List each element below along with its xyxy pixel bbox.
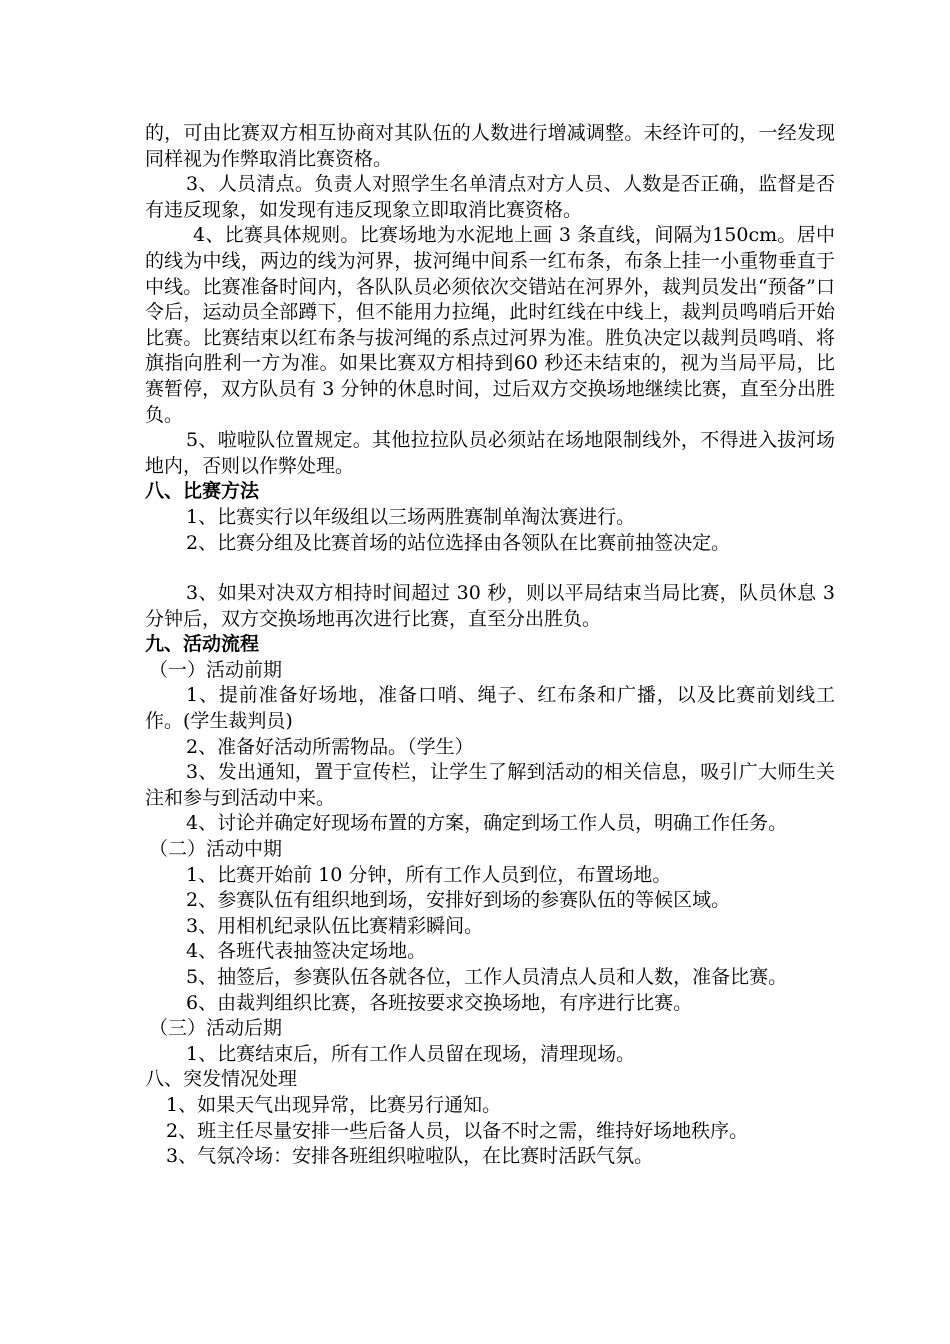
list-item-mid-3: 3、用相机纪录队伍比赛精彩瞬间。 [186,914,484,937]
list-item-method-2: 2、比赛分组及比赛首场的站位选择由各领队在比赛前抽签决定。 [186,531,731,554]
section-heading-activity-flow: 九、活动流程 [145,633,260,656]
subheading-post-activity: （三）活动后期 [149,1017,283,1040]
section-heading-emergency: 八、突发情况处理 [145,1068,298,1091]
section-heading-match-method: 八、比赛方法 [145,480,260,503]
paragraph-continued: 的，可由比赛双方相互协商对其队伍的人数进行增减调整。未经许可的，一经发现同样视为作弊取消比赛资格。 [145,122,835,170]
list-item-mid-6: 6、由裁判组织比赛，各班按要求交换场地，有序进行比赛。 [186,991,693,1014]
list-item-pre-3: 3、发出通知，置于宣传栏，让学生了解到活动的相关信息，吸引广大师生关注和参与到活动中来。 [145,761,835,809]
list-item-post-1: 1、比赛结束后，所有工作人员留在现场，清理现场。 [186,1042,636,1065]
document-page [145,121,835,1170]
list-item-mid-4: 4、各班代表抽签决定场地。 [186,940,427,963]
paragraph-match-rules: 4、比赛具体规则。比赛场地为水泥地上画 3 条直线，间隔为150cm。居中的线为中线，两边的线为河界，拔河绳中间系一红布条，布条上挂一小重物垂直于中线。比赛准备时间内，各队队员必须依次交错站在河界外，裁判员发出“预备”口令后，运动员全部蹲下，但不能用力拉绳，此时红线在中线上，裁判员鸣哨后开始比赛。比赛结束以红布条与拔河绳的系点过河界为准。胜负决定以裁判员鸣哨、将旗指向胜利一方为准。如果比赛双方相持到60 秒还未结束的，视为当局平局，比赛暂停，双方队员有 3 分钟的休息时间，过后双方交换场地继续比赛，直至分出胜负。 [145,224,835,426]
blank-line [145,556,835,581]
list-item-mid-2: 2、参赛队伍有组织地到场，安排好到场的参赛队伍的等候区域。 [186,889,731,912]
list-item-mid-1: 1、比赛开始前 10 分钟，所有工作人员到位，布置场地。 [186,863,672,886]
list-item-emergency-3: 3、气氛冷场：安排各班组织啦啦队，在比赛时活跃气氛。 [166,1145,654,1168]
paragraph-cheer-position: 5、啦啦队位置规定。其他拉拉队员必须站在场地限制线外，不得进入拔河场地内，否则以作弊处理。 [145,429,835,477]
list-item-mid-5: 5、抽签后，参赛队伍各就各位，工作人员清点人员和人数，准备比赛。 [186,966,788,988]
list-item-method-1: 1、比赛实行以年级组以三场两胜赛制单淘汰赛进行。 [186,505,636,528]
subheading-pre-activity: （一）活动前期 [149,658,283,681]
list-item-pre-2: 2、准备好活动所需物品。（学生） [186,735,474,758]
list-item-method-3: 3、如果对决双方相持时间超过 30 秒，则以平局结束当局比赛，队员休息 3 分钟后，双方交换场地再次进行比赛，直至分出胜负。 [145,582,835,630]
list-item-pre-1: 1、提前准备好场地，准备口哨、绳子、红布条和广播，以及比赛前划线工作。(学生裁判员) [145,684,835,733]
paragraph-personnel-check: 3、人员清点。负责人对照学生名单清点对方人员、人数是否正确，监督是否有违反现象，如发现有违反现象立即取消比赛资格。 [145,173,835,221]
list-item-emergency-1: 1、如果天气出现异常，比赛另行通知。 [166,1093,502,1116]
list-item-pre-4: 4、讨论并确定好现场布置的方案，确定到场工作人员，明确工作任务。 [186,812,788,835]
subheading-mid-activity: （二）活动中期 [149,838,283,861]
list-item-emergency-2: 2、班主任尽量安排一些后备人员，以备不时之需，维持好场地秩序。 [166,1119,749,1142]
